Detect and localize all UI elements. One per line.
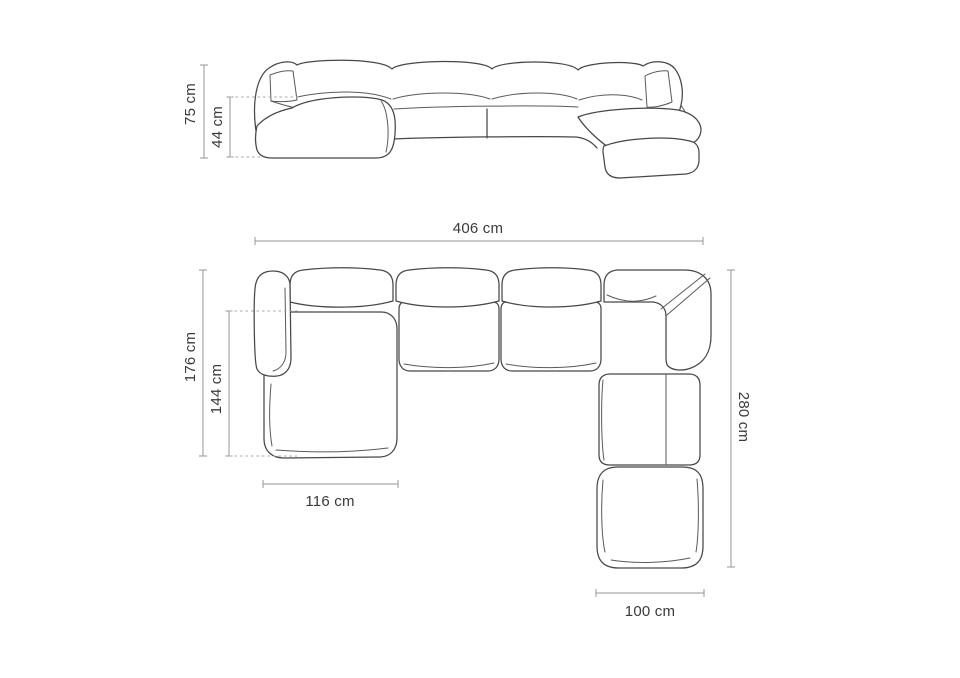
elevation-chaise: [256, 97, 396, 158]
dim-right-length-label: 280 cm: [735, 391, 752, 443]
dim-seat-height-line: [227, 97, 234, 157]
plan-right-module-2: [597, 467, 703, 568]
plan-seat-cushion-2: [501, 302, 601, 371]
plan-seat-cushion-1-arc: [404, 363, 494, 368]
dim-chaise-width-line: [263, 480, 398, 488]
plan-back-cushion-2: [396, 268, 499, 307]
dim-right-length-line: [727, 270, 735, 567]
dim-total-height-label: 75 cm: [182, 83, 199, 125]
plan-back-cushion-1: [290, 268, 393, 307]
sofa-top-plan-drawing: [254, 268, 711, 568]
elevation-seat-front: [392, 109, 597, 148]
plan-back-cushion-3: [502, 268, 601, 307]
dim-total-depth-line: [199, 270, 207, 456]
plan-corner-section: [604, 270, 711, 370]
dim-total-height-line: [200, 65, 208, 158]
elevation-seat-rail: [394, 106, 578, 109]
sofa-front-elevation-drawing: [255, 60, 701, 178]
dim-total-depth-label: 176 cm: [182, 331, 199, 383]
elevation-right-arm-panel: [645, 71, 672, 108]
plan-seat-cushion-2-arc: [506, 363, 596, 368]
dim-seat-height-label: 44 cm: [209, 106, 226, 148]
dim-total-width-label: 406 cm: [452, 220, 504, 237]
dim-total-width-line: [255, 237, 703, 245]
elevation-ottoman-front: [603, 138, 699, 178]
dim-module-width-line: [596, 589, 704, 597]
dim-chaise-depth-line: [226, 311, 233, 456]
dim-chaise-width-label: 116 cm: [305, 493, 355, 510]
plan-seat-cushion-1: [399, 302, 499, 371]
plan-right-module-1: [599, 374, 700, 465]
dim-module-width-label: 100 cm: [624, 603, 676, 620]
dim-chaise-depth-label: 144 cm: [208, 363, 225, 415]
